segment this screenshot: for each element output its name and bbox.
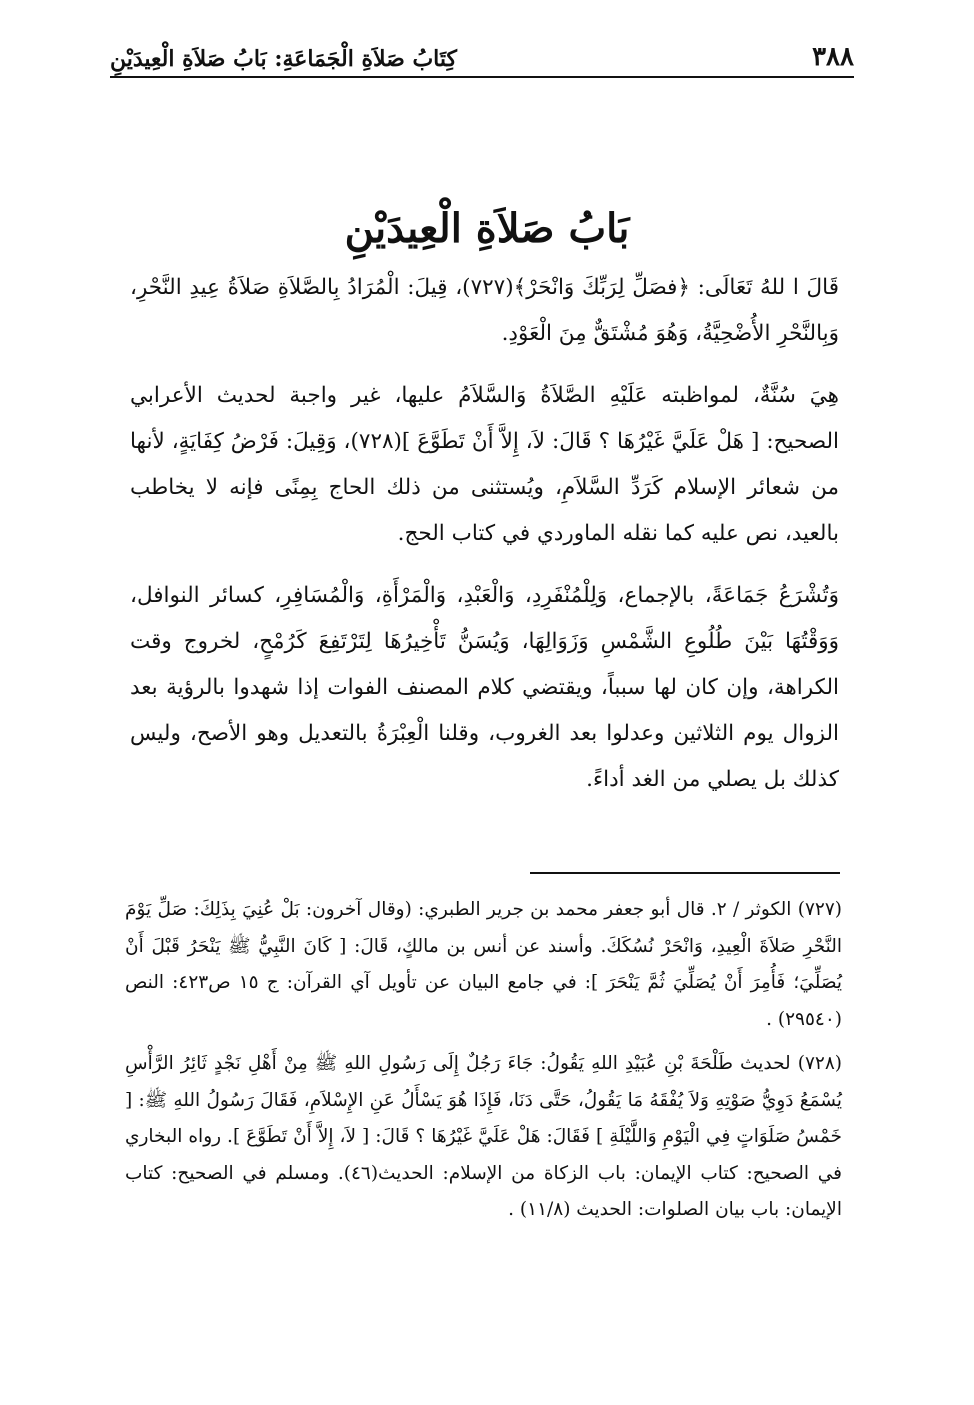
chapter-title: بَابُ صَلاَةِ الْعِيدَيْنِ (344, 204, 630, 252)
running-header-title: كِتَابُ صَلاَةِ الْجَمَاعَةِ: بَابُ صَلاَةِ الْعِيدَيْنِ (110, 46, 457, 72)
paragraph-2: هِيَ سُنَّةٌ، لمواظبته عَلَيْهِ الصَّلاَةُ وَالسَّلاَمُ عليها، غير واجبة لحديث الأعرابي الصحيح: [ هَلْ عَلَيَّ غَيْرُهَا ؟ قَالَ: لاَ، إِلاَّ أَنْ تَطَوَّعَ ](٧٢٨)، وَقِيلَ: فَرْضُ كِفَايَةٍ، لأنها من شعائر الإسلام كَرَدِّ السَّلاَمِ، ويُستثنى من ذلك الحاج بِمِنًى فإنه لا يخاطب بالعيد، نص عليه كما نقله الماوردي في كتاب الحج. (130, 383, 839, 546)
header-rule (110, 76, 854, 78)
main-text (130, 265, 839, 819)
footnotes (125, 892, 842, 1237)
page-number: ٣٨٨ (812, 42, 854, 72)
running-header (110, 40, 854, 80)
paragraph-3: وَتُشْرَعُ جَمَاعَةً، بالإجماع، وَلِلْمُنْفَرِدِ، وَالْعَبْدِ، وَالْمَرْأَةِ، وَالْمُسَافِرِ، كسائر النوافل، وَوَقْتُهَا بَيْنَ طُلُوعِ الشَّمْسِ وَزَوَالِهَا، وَيُسَنُّ تَأْخِيرُهَا لِتَرْتَفِعَ كَرُمْحٍ، لخروج وقت الكراهة، وإن كان لها سبباً، ويقتضي كلام المصنف الفوات إذا شهدوا بالرؤية بعد الزوال يوم الثلاثين وعدلوا بعد الغروب، وقلنا الْعِبْرَةُ بالتعديل وهو الأصح، وليس كذلك بل يصلي من الغد أداءً. (130, 583, 839, 792)
footnote-separator (530, 872, 840, 874)
paragraph-1: قَالَ ا للهُ تَعَالَى: ﴿فصَلِّ لِرَبِّكَ وَانْحَرْ﴾(٧٢٧)، قِيلَ: الْمُرَادُ بِالصَّلاَةِ صَلاَةُ عِيدِ النَّحْرِ، وَبِالنَّحْرِ الأُضْحِيَّةُ، وَهُوَ مُشْتَقٌّ مِنَ الْعَوْدِ. (130, 275, 839, 346)
footnote-728: (٧٢٨) لحديث طَلْحَةَ بْنِ عُبَيْدِ اللهِ يَقُولُ: جَاءَ رَجُلٌ إِلَى رَسُولِ اللهِ ﷺ مِنْ أَهْلِ نَجْدٍ ثَائِرُ الرَّأْسِ يُسْمَعُ دَوِيُّ صَوْتِهِ وَلاَ يُفْقَهُ مَا يَقُولُ، حَتَّى دَنَا، فَإِذَا هُوَ يَسْأَلُ عَنِ الإِسْلاَمِ، فَقَالَ رَسُولُ اللهِ ﷺ: [ خَمْسُ صَلَوَاتٍ فِي الْيَوْمِ وَاللَّيْلَةِ ] فَقَالَ: هَلْ عَلَيَّ غَيْرُهَا ؟ قَالَ: [ لاَ، إِلاَّ أَنْ تَطَوَّعَ ]. رواه البخاري في الصحيح: كتاب الإيمان: باب الزكاة من الإسلام: الحديث(٤٦). ومسلم في الصحيح: كتاب الإيمان: باب بيان الصلوات: الحديث (١١/٨) . (125, 1053, 842, 1220)
footnote-727: (٧٢٧) الكوثر / ٢. قال أبو جعفر محمد بن جرير الطبري: (وقال آخرون: بَلْ عُنِيَ بِذَلِكَ: صَلِّ يَوْمَ النَّحْرِ صَلاَةَ الْعِيدِ، وَانْحَرْ نُسُكَكَ. وأسند عن أنس بن مالكٍ، قَالَ: [ كَانَ النَّبِيُّ ﷺ يَنْحَرُ قَبْلَ أَنْ يُصَلِّيَ؛ فَأُمِرَ أَنْ يُصَلِّيَ ثُمَّ يَنْحَرَ ]: في جامع البيان عن تأويل آي القرآن: ج ١٥ ص٤٢٣: النص (٢٩٥٤٠) . (125, 899, 843, 1030)
